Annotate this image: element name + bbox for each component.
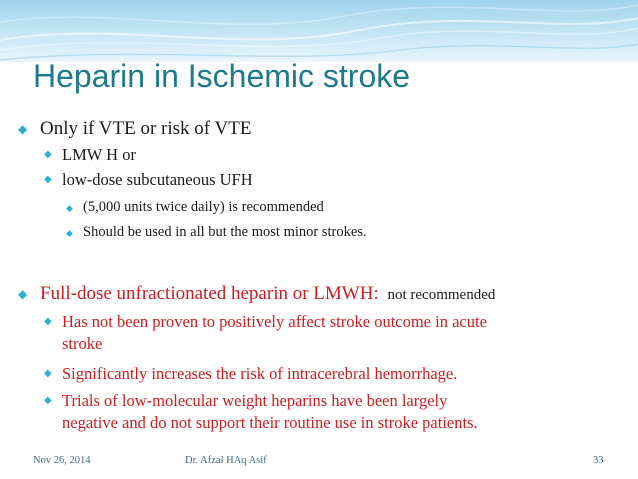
bullet-vte: ◆ Only if VTE or risk of VTE — [18, 118, 252, 139]
footer-date: Nov 26, 2014 — [33, 455, 91, 466]
bullet-lmwh: ◆ LMW H or — [44, 145, 136, 164]
bullet-marker-icon: ◆ — [44, 395, 52, 406]
header-decoration-band — [0, 0, 638, 62]
bullet-marker-icon: ◆ — [44, 149, 52, 160]
bullet-hemorrhage-risk: ◆ Significantly increases the risk of intracerebral hemorrhage. — [44, 364, 458, 383]
bullet-marker-icon: ◆ — [18, 122, 28, 136]
bullet-marker-icon: ◆ — [66, 228, 73, 238]
slide-title: Heparin in Ischemic stroke — [33, 58, 411, 94]
bullet-marker-icon: ◆ — [66, 203, 73, 213]
bullet-not-proven-continuation: stroke — [62, 334, 103, 353]
bullet-trials-continuation: negative and do not support their routine use in stroke patients. — [62, 413, 478, 432]
bullet-not-proven: ◆ Has not been proven to positively affect stroke outcome in acute — [44, 312, 487, 331]
bullet-trials: ◆ Trials of low-molecular weight heparins have been largely — [44, 391, 448, 410]
bullet-marker-icon: ◆ — [44, 316, 52, 327]
bullet-marker-icon: ◆ — [18, 287, 28, 301]
wave-decoration — [0, 0, 638, 62]
bullet-dose-recommended: ◆ (5,000 units twice daily) is recommended — [66, 199, 324, 215]
bullet-minor-strokes: ◆ Should be used in all but the most minor strokes. — [66, 224, 367, 240]
footer-page-number: 33 — [593, 455, 604, 466]
footer-author: Dr. Afzal HAq Asif — [185, 455, 267, 466]
bullet-full-dose: ◆ Full-dose unfractionated heparin or LMWH: not recommended — [18, 283, 496, 304]
bullet-marker-icon: ◆ — [44, 368, 52, 379]
bullet-marker-icon: ◆ — [44, 174, 52, 185]
bullet-low-dose-ufh: ◆ low-dose subcutaneous UFH — [44, 170, 253, 189]
